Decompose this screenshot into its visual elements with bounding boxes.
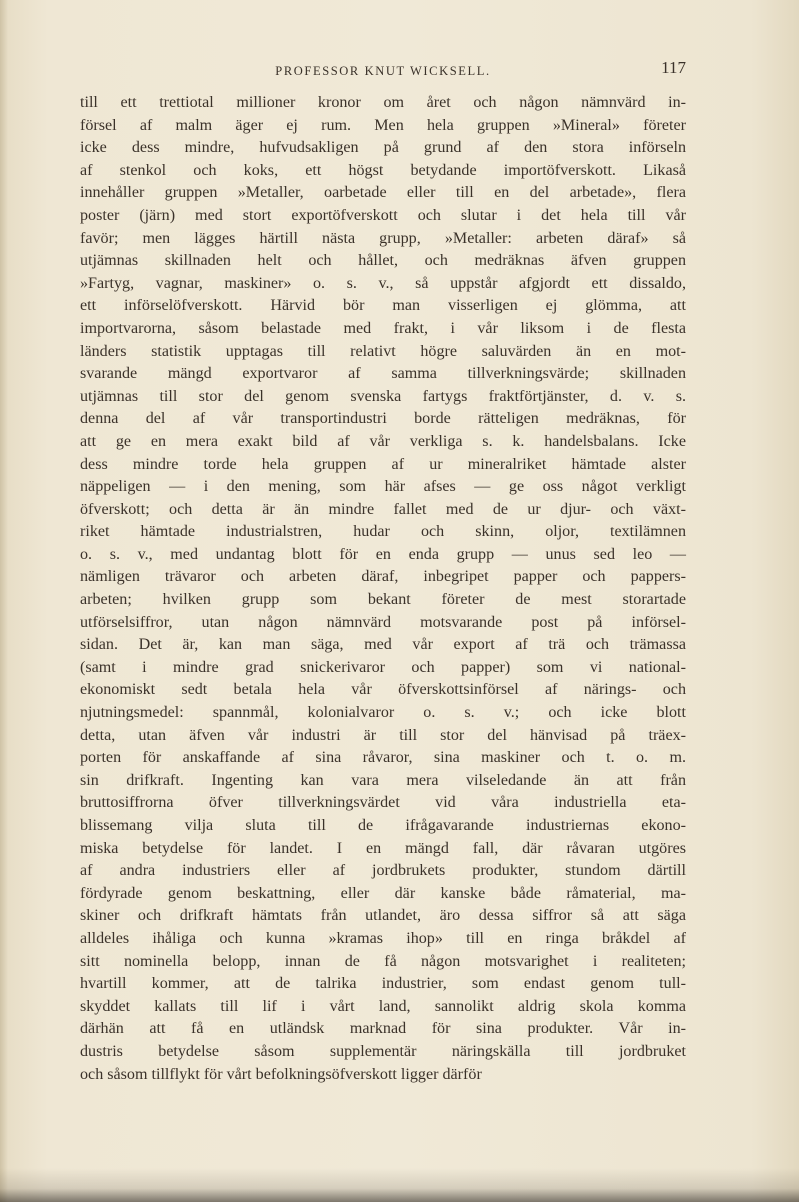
text-line: utjämnas skillnaden helt och hållet, och medräknas äfven gruppen <box>80 252 686 270</box>
text-line: favör; men lägges härtill nästa grupp, »Metaller: arbeten däraf» så <box>80 229 686 247</box>
text-line: hvartill kommer, att de talrika industrier, som endast genom tull- <box>80 975 686 993</box>
text-line: bruttosiffrorna öfver tillverkningsvärdet vid våra industriella eta- <box>80 794 686 812</box>
text-line: skiner och drifkraft hämtats från utlandet, äro dessa siffror så att säga <box>80 907 686 925</box>
text-line: fördyrade genom beskattning, eller där kanske både råmaterial, ma- <box>80 884 686 902</box>
text-line: arbeten; hvilken grupp som bekant företer de mest storartade <box>80 591 686 609</box>
text-line: och såsom tillflykt för vårt befolkningsöfverskott ligger därför <box>80 1065 482 1083</box>
text-line: riket hämtade industrialstren, hudar och skinn, oljor, textilämnen <box>80 523 686 541</box>
text-line: ekonomiskt sedt betala hela vår öfverskottsinförsel af närings- och <box>80 681 686 699</box>
text-line: utförselsiffror, utan någon nämnvärd motsvarande post på införsel- <box>80 613 686 631</box>
text-line: »Fartyg, vagnar, maskiner» o. s. v., så uppstår afgjordt ett dissaldo, <box>80 274 686 292</box>
text-line: sitt nominella belopp, innan de få någon motsvarighet i realiteten; <box>80 952 686 970</box>
page-binding-edge <box>0 0 8 1202</box>
text-line: porten för anskaffande af sina råvaror, sina maskiner och t. o. m. <box>80 749 686 767</box>
text-line: försel af malm äger ej rum. Men hela gruppen »Mineral» företer <box>80 116 686 134</box>
text-line: icke dess mindre, hufvudsakligen på grund af den stora införseln <box>80 139 686 157</box>
page-bottom-shadow <box>0 1168 799 1202</box>
text-line: miska betydelse för landet. I en mängd fall, där råvaran utgöres <box>80 839 686 857</box>
text-line: till ett trettiotal millioner kronor om året och någon nämnvärd in- <box>80 94 686 111</box>
text-line: sidan. Det är, kan man säga, med vår export af trä och trämassa <box>80 636 686 654</box>
text-line: blissemang vilja sluta till de ifrågavarande industriernas ekono- <box>80 817 686 834</box>
text-line: näppeligen — i den mening, som här afses — ge oss något verkligt <box>80 478 686 496</box>
text-line: alldeles ihåliga och kunna »kramas ihop» till en ringa bråkdel af <box>80 929 686 947</box>
text-line: dustris betydelse såsom supplementär näringskälla till jordbruket <box>80 1042 686 1060</box>
page-header <box>80 58 686 82</box>
text-line: skyddet kallats till lif i vårt land, sannolikt aldrig skola komma <box>80 997 686 1015</box>
body-text <box>80 92 686 1086</box>
text-line: svarande mängd exportvaror af samma tillverkningsvärde; skillnaden <box>80 365 686 383</box>
text-line: länders statistik upptagas till relativt högre saluvärden än en mot- <box>80 342 686 360</box>
text-line: njutningsmedel: spannmål, kolonialvaror o. s. v.; och icke blott <box>80 704 686 722</box>
text-line: därhän att få en utländsk marknad för sina produkter. Vår in- <box>80 1020 686 1038</box>
text-line: innehåller gruppen »Metaller, oarbetade eller till en del arbetade», flera <box>80 184 686 202</box>
text-line: att ge en mera exakt bild af vår verkliga s. k. handelsbalans. Icke <box>80 432 686 450</box>
page-number: 117 <box>661 58 686 77</box>
text-line: öfverskott; och detta är än mindre fallet med de ur djur- och växt- <box>80 500 686 518</box>
text-line: detta, utan äfven vår industri är till stor del hänvisad på träex- <box>80 726 686 744</box>
text-line: ett införselöfverskott. Härvid bör man visserligen ej glömma, att <box>80 297 686 315</box>
text-line: o. s. v., med undantag blott för en enda grupp — unus sed leo — <box>80 545 686 563</box>
text-line: sin drifkraft. Ingenting kan vara mera vilseledande än att från <box>80 771 686 789</box>
text-line: af andra industriers eller af jordbrukets produkter, stundom därtill <box>80 862 686 880</box>
text-line: poster (järn) med stort exportöfverskott och slutar i det hela till vår <box>80 206 686 224</box>
text-line: denna del af vår transportindustri borde rätteligen medräknas, för <box>80 410 686 428</box>
text-line: af stenkol och koks, ett högst betydande importöfverskott. Likaså <box>80 161 686 179</box>
text-line: utjämnas till stor del genom svenska fartygs fraktförtjänster, d. v. s. <box>80 387 686 405</box>
text-line: dess mindre torde hela gruppen af ur mineralriket hämtade alster <box>80 455 686 473</box>
text-line: (samt i mindre grad snickerivaror och papper) som vi national- <box>80 658 686 676</box>
text-line: importvarorna, såsom belastade med frakt, i vår liksom i de flesta <box>80 319 686 337</box>
text-line: nämligen trävaror och arbeten däraf, inbegripet papper och pappers- <box>80 568 686 586</box>
running-head: PROFESSOR KNUT WICKSELL. <box>275 64 491 78</box>
